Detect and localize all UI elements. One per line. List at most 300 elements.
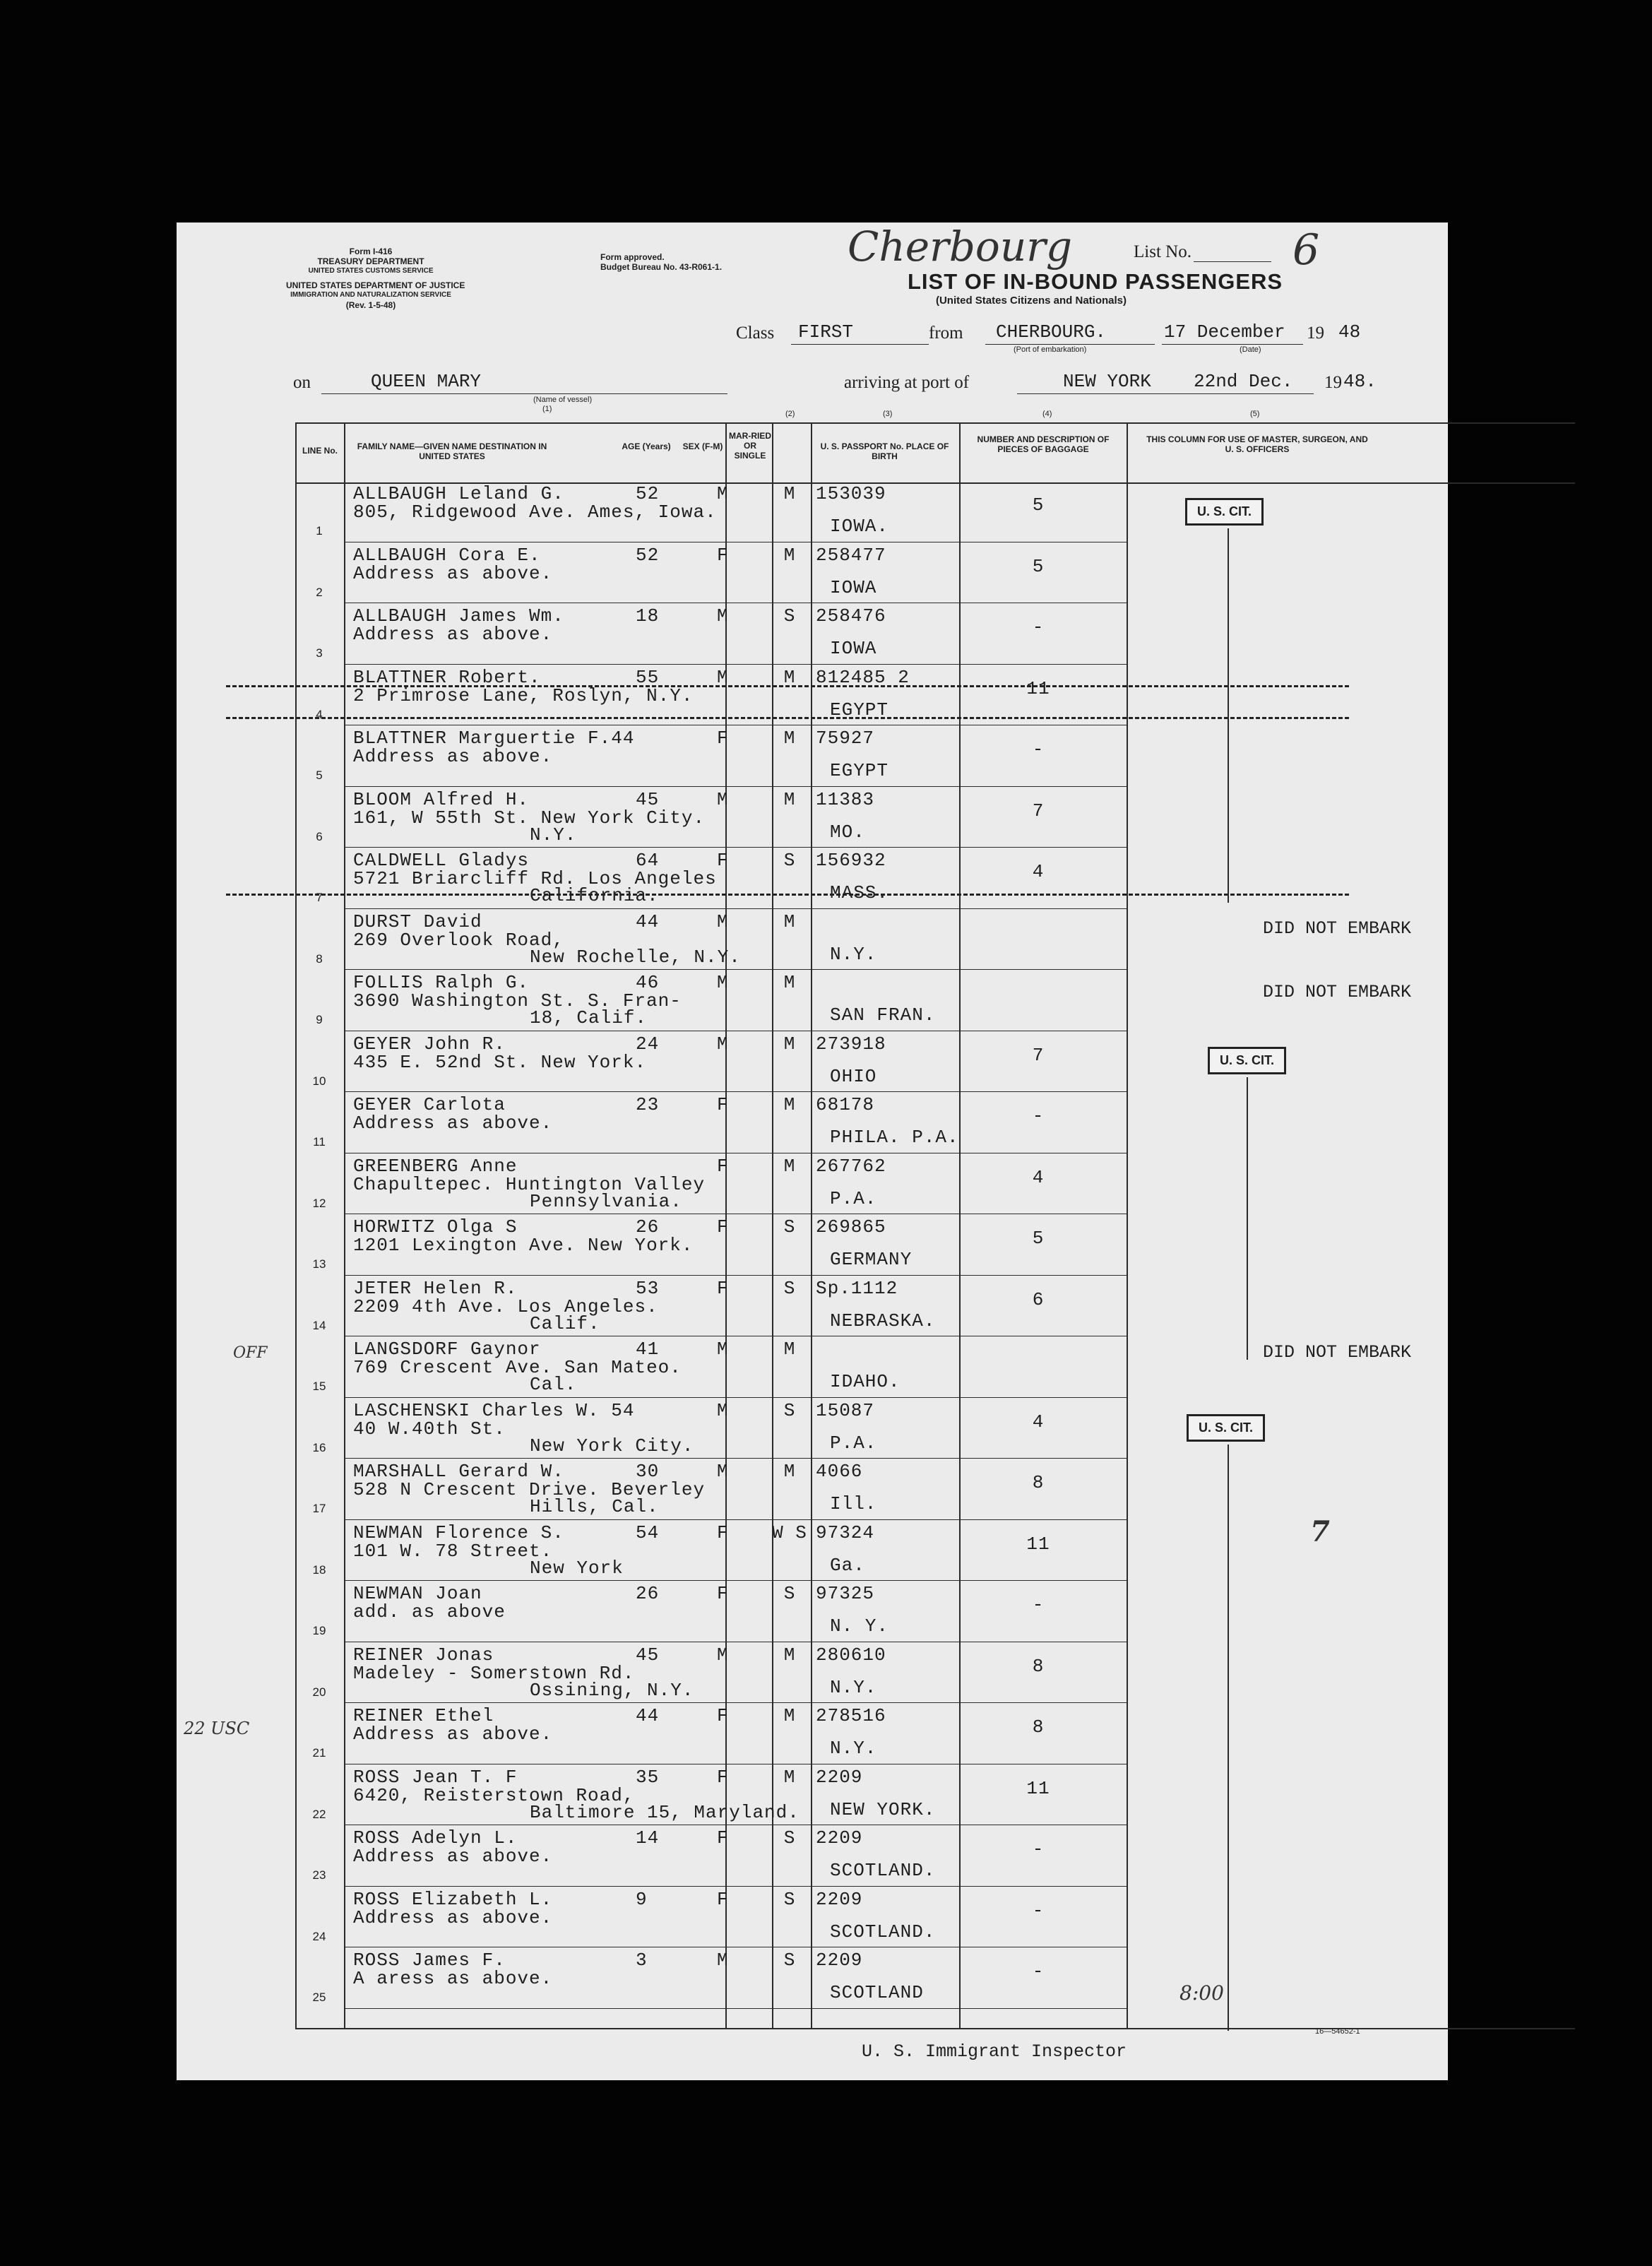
baggage-count: 4 — [1032, 1166, 1045, 1188]
line-number: 22 — [312, 1807, 326, 1821]
passenger-address: Address as above. — [353, 1113, 553, 1134]
passenger-age: 52 — [636, 544, 660, 566]
passenger-address: 435 E. 52nd St. New York. — [353, 1051, 647, 1073]
birth-place: MO. — [830, 821, 865, 843]
manifest-sheet — [177, 223, 1448, 2080]
marital-status: M — [783, 1644, 796, 1666]
passport-number: 278516 — [816, 1705, 886, 1726]
passenger-address: Address as above. — [353, 746, 553, 767]
col3-caption: (3) — [883, 410, 893, 418]
passenger-sex: M — [717, 1033, 729, 1055]
col4-caption: (4) — [1042, 410, 1052, 418]
passenger-name: NEWMAN Joan — [353, 1583, 482, 1604]
passenger-address: 269 Overlook Road, — [353, 929, 564, 951]
passenger-age: 41 — [636, 1339, 660, 1360]
passenger-age: 18 — [636, 605, 660, 627]
line-number: 23 — [312, 1868, 326, 1882]
birth-place: P.A. — [830, 1432, 877, 1454]
passport-number: 15087 — [816, 1399, 875, 1421]
header-officers: THIS COLUMN FOR USE OF MASTER, SURGEON, AND U. S. OFFICERS — [1146, 434, 1368, 454]
marital-status: M — [783, 788, 796, 810]
passenger-name: BLOOM Alfred H. — [353, 788, 530, 810]
marital-status: M — [783, 666, 796, 688]
justice-department: UNITED STATES DEPARTMENT OF JUSTICE — [286, 280, 465, 290]
inspector-caption: U. S. Immigrant Inspector — [862, 2041, 1127, 2062]
treasury-department: TREASURY DEPARTMENT — [317, 256, 424, 266]
baggage-count: - — [1032, 617, 1045, 638]
passenger-address: 5721 Briarcliff Rd. Los Angeles — [353, 868, 717, 889]
passenger-address-line2: N.Y. — [530, 824, 577, 846]
class-value: FIRST — [798, 321, 854, 343]
us-citizen-stamp: U. S. CIT. — [1185, 498, 1264, 526]
passport-number: 68178 — [816, 1094, 875, 1115]
passenger-sex: F — [717, 1705, 729, 1726]
birth-place: MASS. — [830, 882, 889, 903]
passenger-sex: F — [717, 1521, 729, 1543]
marital-status: M — [783, 483, 796, 504]
row-divider — [344, 1397, 1127, 1398]
passenger-age: 55 — [636, 666, 660, 688]
passport-number: 2209 — [816, 1950, 863, 1971]
table-top-border — [295, 422, 1575, 424]
line-number: 4 — [316, 707, 323, 721]
vessel-name: QUEEN MARY — [371, 371, 482, 392]
row-divider — [344, 847, 1127, 848]
birth-place: SCOTLAND — [830, 1982, 924, 2003]
passport-number: 4066 — [816, 1461, 863, 1482]
passenger-address-line2: Ossining, N.Y. — [530, 1679, 694, 1701]
birth-place: N.Y. — [830, 943, 877, 965]
passenger-name: REINER Jonas — [353, 1644, 494, 1666]
budget-bureau: Budget Bureau No. 43-R061-1. — [600, 262, 723, 272]
line-number: 7 — [316, 891, 323, 904]
birth-place: IOWA. — [830, 516, 889, 537]
passenger-name: ALLBAUGH Leland G. — [353, 483, 564, 504]
passenger-sex: F — [717, 1277, 729, 1299]
date-caption: (Date) — [1240, 345, 1261, 354]
row18-handwritten-note: 7 — [1310, 1515, 1330, 1548]
port-underline — [985, 344, 1155, 345]
baggage-count: 5 — [1032, 494, 1045, 516]
row-divider — [344, 1519, 1127, 1520]
header-baggage: NUMBER AND DESCRIPTION OF PIECES OF BAGGAGE — [977, 434, 1110, 454]
passenger-sex: F — [717, 1094, 729, 1115]
birth-place: SCOTLAND. — [830, 1860, 936, 1881]
birth-place: N. Y. — [830, 1615, 889, 1637]
marital-status: M — [783, 1766, 796, 1788]
baggage-count: 6 — [1032, 1288, 1045, 1310]
passenger-address: Address as above. — [353, 1724, 553, 1745]
passenger-address-line2: Calif. — [530, 1312, 600, 1334]
baggage-count: 7 — [1032, 1044, 1045, 1066]
baggage-count: - — [1032, 1594, 1045, 1615]
passenger-age: 45 — [636, 1644, 660, 1666]
row-divider — [344, 786, 1127, 787]
passenger-name: CALDWELL Gladys — [353, 850, 530, 871]
passport-number: Sp.1112 — [816, 1277, 898, 1299]
line-number: 25 — [312, 1991, 326, 2004]
header-sex: SEX (F-M) — [682, 441, 723, 451]
line-number: 17 — [312, 1502, 326, 1515]
birth-place: Ga. — [830, 1554, 865, 1576]
baggage-count: 8 — [1032, 1655, 1045, 1677]
class-label: Class — [736, 324, 775, 343]
baggage-count: 7 — [1032, 800, 1045, 821]
arrival-year-prefix: 19 — [1324, 373, 1342, 392]
did-not-embark-note: DID NOT EMBARK — [1263, 982, 1412, 1002]
passport-number: 267762 — [816, 1155, 886, 1177]
birth-place: N.Y. — [830, 1676, 877, 1698]
passenger-name: GEYER John R. — [353, 1033, 506, 1055]
passenger-name: FOLLIS Ralph G. — [353, 972, 530, 993]
baggage-count: - — [1032, 1961, 1045, 1982]
line-number: 21 — [312, 1746, 326, 1760]
handwritten-port: Cherbourg — [848, 223, 1073, 271]
year-prefix: 19 — [1307, 324, 1324, 343]
baggage-count: 5 — [1032, 1228, 1045, 1249]
stamp-extension-line — [1247, 1077, 1248, 1360]
passport-number: 258476 — [816, 605, 886, 627]
passenger-name: BLATTNER Robert. — [353, 666, 541, 688]
customs-service: UNITED STATES CUSTOMS SERVICE — [308, 267, 434, 275]
col1-caption: (1) — [542, 405, 552, 413]
row-divider — [344, 1580, 1127, 1581]
marital-status: S — [783, 1399, 796, 1421]
line-number: 1 — [316, 524, 323, 538]
passenger-address: 528 N Crescent Drive. Beverley — [353, 1479, 706, 1500]
revision-date: (Rev. 1-5-48) — [345, 300, 396, 310]
baggage-count: 11 — [1026, 1533, 1050, 1555]
passenger-address-line2: 18, Calif. — [530, 1007, 648, 1028]
passenger-sex: M — [717, 1461, 729, 1482]
passenger-sex: M — [717, 788, 729, 810]
marital-status: M — [783, 1094, 796, 1115]
row-divider — [344, 2008, 1127, 2009]
birth-place: N.Y. — [830, 1738, 877, 1759]
passenger-age: 26 — [636, 1216, 660, 1238]
baggage-count: - — [1032, 1899, 1045, 1921]
line-number: 16 — [312, 1440, 326, 1454]
passenger-address: 101 W. 78 Street. — [353, 1540, 553, 1562]
birth-place: IOWA — [830, 638, 877, 659]
line-number: 13 — [312, 1257, 326, 1271]
list-number-underline — [1194, 261, 1271, 262]
passenger-age: 24 — [636, 1033, 660, 1055]
passenger-address: 769 Crescent Ave. San Mateo. — [353, 1357, 682, 1378]
marital-status: W S — [772, 1521, 807, 1543]
marital-status: S — [783, 605, 796, 627]
baggage-count: 4 — [1032, 861, 1045, 882]
baggage-count: 5 — [1032, 555, 1045, 577]
port-caption: (Port of embarkation) — [1014, 345, 1087, 354]
passenger-sex: F — [717, 1583, 729, 1604]
col-divider — [295, 422, 297, 2029]
marital-status: M — [783, 1705, 796, 1726]
line-number: 3 — [316, 646, 323, 660]
line-number: 14 — [312, 1318, 326, 1332]
not-embarked-strike — [226, 685, 1349, 687]
passenger-address-line2: California. — [530, 885, 659, 906]
passenger-sex: F — [717, 544, 729, 566]
passenger-sex: M — [717, 972, 729, 993]
passenger-address: 805, Ridgewood Ave. Ames, Iowa. — [353, 502, 717, 523]
header-passport: U. S. PASSPORT No. PLACE OF BIRTH — [820, 441, 949, 461]
baggage-count: 11 — [1026, 1777, 1050, 1799]
passport-number: 280610 — [816, 1644, 886, 1666]
inspector-time: 8:00 — [1179, 1981, 1224, 2005]
passenger-sex: M — [717, 1339, 729, 1360]
form-code: 16—54652-1 — [1315, 2027, 1360, 2036]
passenger-age: 64 — [636, 850, 660, 871]
passport-number: 258477 — [816, 544, 886, 566]
arrival-date: 22nd Dec. — [1194, 371, 1293, 392]
row-divider — [344, 908, 1127, 909]
birth-place: P.A. — [830, 1187, 877, 1209]
passenger-address: 6420, Reisterstown Road, — [353, 1784, 635, 1806]
passenger-sex: M — [717, 605, 729, 627]
passenger-sex: F — [717, 1155, 729, 1177]
line-number: 20 — [312, 1685, 326, 1699]
passenger-address: 40 W.40th St. — [353, 1418, 506, 1440]
col-divider — [1127, 422, 1128, 2029]
birth-place: Ill. — [830, 1493, 877, 1514]
list-number-label: List No. — [1134, 242, 1192, 261]
passenger-age: 26 — [636, 1583, 660, 1604]
class-underline — [791, 344, 929, 345]
not-embarked-strike — [226, 894, 1349, 896]
passenger-name: LANGSDORF Gaynor — [353, 1339, 541, 1360]
passenger-name: DURST David — [353, 910, 482, 932]
line-number: 5 — [316, 769, 323, 782]
passenger-sex: M — [717, 1399, 729, 1421]
form-number: Form I-416 — [349, 247, 393, 256]
passenger-name: ALLBAUGH Cora E. — [353, 544, 541, 566]
passenger-address: 3690 Washington St. S. Fran- — [353, 990, 682, 1012]
passenger-sex: M — [717, 666, 729, 688]
passenger-age: 23 — [636, 1094, 660, 1115]
us-citizen-stamp: U. S. CIT. — [1187, 1414, 1265, 1442]
stamp-extension-line — [1228, 528, 1229, 903]
baggage-count: 11 — [1026, 677, 1050, 699]
passenger-name: ROSS Adelyn L. — [353, 1827, 518, 1849]
margin-note: 22 USC — [184, 1719, 250, 1738]
table-bottom-border — [295, 2028, 1575, 2029]
passenger-name: NEWMAN Florence S. — [353, 1521, 564, 1543]
passenger-name: GREENBERG Anne — [353, 1155, 518, 1177]
passenger-sex: F — [717, 850, 729, 871]
departure-year: 48 — [1338, 321, 1361, 343]
passenger-sex: M — [717, 910, 729, 932]
passenger-address: 2209 4th Ave. Los Angeles. — [353, 1295, 658, 1317]
passenger-name: MARSHALL Gerard W. — [353, 1461, 564, 1482]
marital-status: M — [783, 1155, 796, 1177]
passport-number: 2209 — [816, 1766, 863, 1788]
passenger-address: Address as above. — [353, 1906, 553, 1928]
passenger-age: 52 — [636, 483, 660, 504]
passenger-age: 44 — [636, 910, 660, 932]
marital-status: S — [783, 1277, 796, 1299]
passenger-name: ROSS Jean T. F — [353, 1766, 518, 1788]
birth-place: IOWA — [830, 576, 877, 598]
marital-status: M — [783, 728, 796, 749]
header-name: FAMILY NAME—GIVEN NAME DESTINATION IN UNITED STATES — [357, 441, 547, 461]
birth-place: OHIO — [830, 1065, 877, 1087]
marital-status: M — [783, 1461, 796, 1482]
passenger-address: add. as above — [353, 1601, 506, 1623]
passport-number: 156932 — [816, 850, 886, 871]
passenger-address-line2: New York City. — [530, 1435, 694, 1457]
passenger-name: LASCHENSKI Charles W. 54 — [353, 1399, 635, 1421]
arrival-underline — [1017, 393, 1314, 394]
passenger-sex: F — [717, 1216, 729, 1238]
passenger-sex: M — [717, 1950, 729, 1971]
baggage-count: 8 — [1032, 1472, 1045, 1493]
passenger-age: 54 — [636, 1521, 660, 1543]
passenger-address: Address as above. — [353, 624, 553, 645]
passport-number: 269865 — [816, 1216, 886, 1238]
birth-place: PHILA. P.A. — [830, 1127, 959, 1148]
baggage-count: 8 — [1032, 1716, 1045, 1738]
passenger-address: Madeley - Somerstown Rd. — [353, 1662, 635, 1684]
from-label: from — [929, 324, 963, 343]
line-number: 8 — [316, 951, 323, 966]
arriving-label: arriving at port of — [844, 373, 970, 392]
passenger-sex: F — [717, 1888, 729, 1910]
marital-status: S — [783, 1950, 796, 1971]
stamp-extension-line — [1228, 1445, 1229, 2031]
row-divider — [344, 664, 1127, 665]
passport-number: 812485 2 — [816, 666, 910, 688]
marital-status: M — [783, 544, 796, 566]
list-number: 6 — [1293, 225, 1320, 275]
marital-status: S — [783, 850, 796, 871]
birth-place: NEBRASKA. — [830, 1310, 936, 1331]
col2-caption: (2) — [785, 410, 795, 418]
row-divider — [344, 1886, 1127, 1887]
row-divider — [344, 1702, 1127, 1703]
not-embarked-strike — [226, 717, 1349, 719]
passport-number: 75927 — [816, 728, 875, 749]
passenger-address: Chapultepec. Huntington Valley — [353, 1173, 706, 1195]
line-number: 2 — [316, 585, 323, 599]
row-divider — [344, 1275, 1127, 1276]
passenger-age: 44 — [636, 1705, 660, 1726]
form-approved: Form approved. — [600, 252, 665, 262]
passenger-name: ROSS James F. — [353, 1950, 506, 1971]
birth-place: EGYPT — [830, 699, 889, 720]
header-line-no: LINE No. — [302, 446, 338, 456]
passenger-age: 35 — [636, 1766, 660, 1788]
marital-status: S — [783, 1888, 796, 1910]
passenger-name: ROSS Elizabeth L. — [353, 1888, 553, 1910]
baggage-count: - — [1032, 1105, 1045, 1127]
passenger-sex: F — [717, 1766, 729, 1788]
line-number: 24 — [312, 1929, 326, 1943]
passport-number: 2209 — [816, 1888, 863, 1910]
passenger-address-line2: New Rochelle, N.Y. — [530, 946, 741, 968]
passenger-address: Address as above. — [353, 1846, 553, 1867]
passport-number: 11383 — [816, 788, 875, 810]
passenger-sex: F — [717, 1827, 729, 1849]
passenger-name: GEYER Carlota — [353, 1094, 506, 1115]
line-number: 18 — [312, 1562, 326, 1577]
passport-number: 153039 — [816, 483, 886, 504]
marital-status: S — [783, 1583, 796, 1604]
header-married: MAR-RIED OR SINGLE — [729, 431, 771, 461]
birth-place: SAN FRAN. — [830, 1004, 936, 1026]
passenger-name: REINER Ethel — [353, 1705, 494, 1726]
passenger-name: HORWITZ Olga S — [353, 1216, 518, 1238]
passenger-address: 161, W 55th St. New York City. — [353, 807, 706, 829]
row-divider — [344, 1091, 1127, 1092]
passenger-age: 14 — [636, 1827, 660, 1849]
col5-caption: (5) — [1250, 410, 1260, 418]
passenger-address-line2: Pennsylvania. — [530, 1190, 682, 1212]
line-number: 19 — [312, 1624, 326, 1637]
passenger-name: JETER Helen R. — [353, 1277, 518, 1299]
departure-date: 17 December — [1164, 321, 1285, 343]
marital-status: M — [783, 1033, 796, 1055]
did-not-embark-note: DID NOT EMBARK — [1263, 1342, 1412, 1363]
passenger-age: 3 — [636, 1950, 648, 1971]
arrival-year: 48. — [1343, 371, 1377, 392]
marital-status: M — [783, 910, 796, 932]
line-number: 10 — [312, 1074, 326, 1088]
baggage-count: - — [1032, 1839, 1045, 1860]
passenger-age: 45 — [636, 788, 660, 810]
passenger-address-line2: Hills, Cal. — [530, 1496, 659, 1517]
passport-number: 97325 — [816, 1583, 875, 1604]
vessel-caption: (Name of vessel) — [533, 396, 593, 404]
marital-status: M — [783, 972, 796, 993]
line-number: 12 — [312, 1196, 326, 1210]
passenger-age: 53 — [636, 1277, 660, 1299]
us-citizen-stamp: U. S. CIT. — [1208, 1047, 1286, 1074]
passport-number: 273918 — [816, 1033, 886, 1055]
birth-place: EGYPT — [830, 760, 889, 781]
marital-status: S — [783, 1827, 796, 1849]
embarkation-port: CHERBOURG. — [996, 321, 1107, 343]
birth-place: NEW YORK. — [830, 1798, 936, 1820]
passenger-address: 1201 Lexington Ave. New York. — [353, 1235, 694, 1256]
birth-place: GERMANY — [830, 1249, 913, 1270]
passenger-address: Address as above. — [353, 562, 553, 584]
marital-status: M — [783, 1339, 796, 1360]
birth-place: SCOTLAND. — [830, 1921, 936, 1942]
header-age: AGE (Years) — [622, 441, 671, 451]
margin-off-note: OFF — [233, 1344, 268, 1362]
row-divider — [344, 969, 1127, 970]
on-label: on — [293, 373, 311, 392]
passenger-sex: M — [717, 1644, 729, 1666]
birth-place: IDAHO. — [830, 1371, 901, 1392]
did-not-embark-note: DID NOT EMBARK — [1263, 918, 1412, 939]
immigration-service: IMMIGRATION AND NATURALIZATION SERVICE — [290, 291, 451, 299]
vessel-underline — [321, 393, 727, 394]
passenger-address: 2 Primrose Lane, Roslyn, N.Y. — [353, 684, 694, 706]
passenger-age: 9 — [636, 1888, 648, 1910]
line-number: 6 — [316, 829, 323, 843]
arrival-port: NEW YORK — [1063, 371, 1151, 392]
marital-status: S — [783, 1216, 796, 1238]
line-number: 9 — [316, 1013, 323, 1026]
passenger-age: 46 — [636, 972, 660, 993]
passenger-age: 30 — [636, 1461, 660, 1482]
date-underline — [1162, 344, 1303, 345]
passenger-name: BLATTNER Marguertie F.44 — [353, 728, 635, 749]
line-number: 11 — [313, 1135, 326, 1149]
passenger-address: A aress as above. — [353, 1968, 553, 1989]
